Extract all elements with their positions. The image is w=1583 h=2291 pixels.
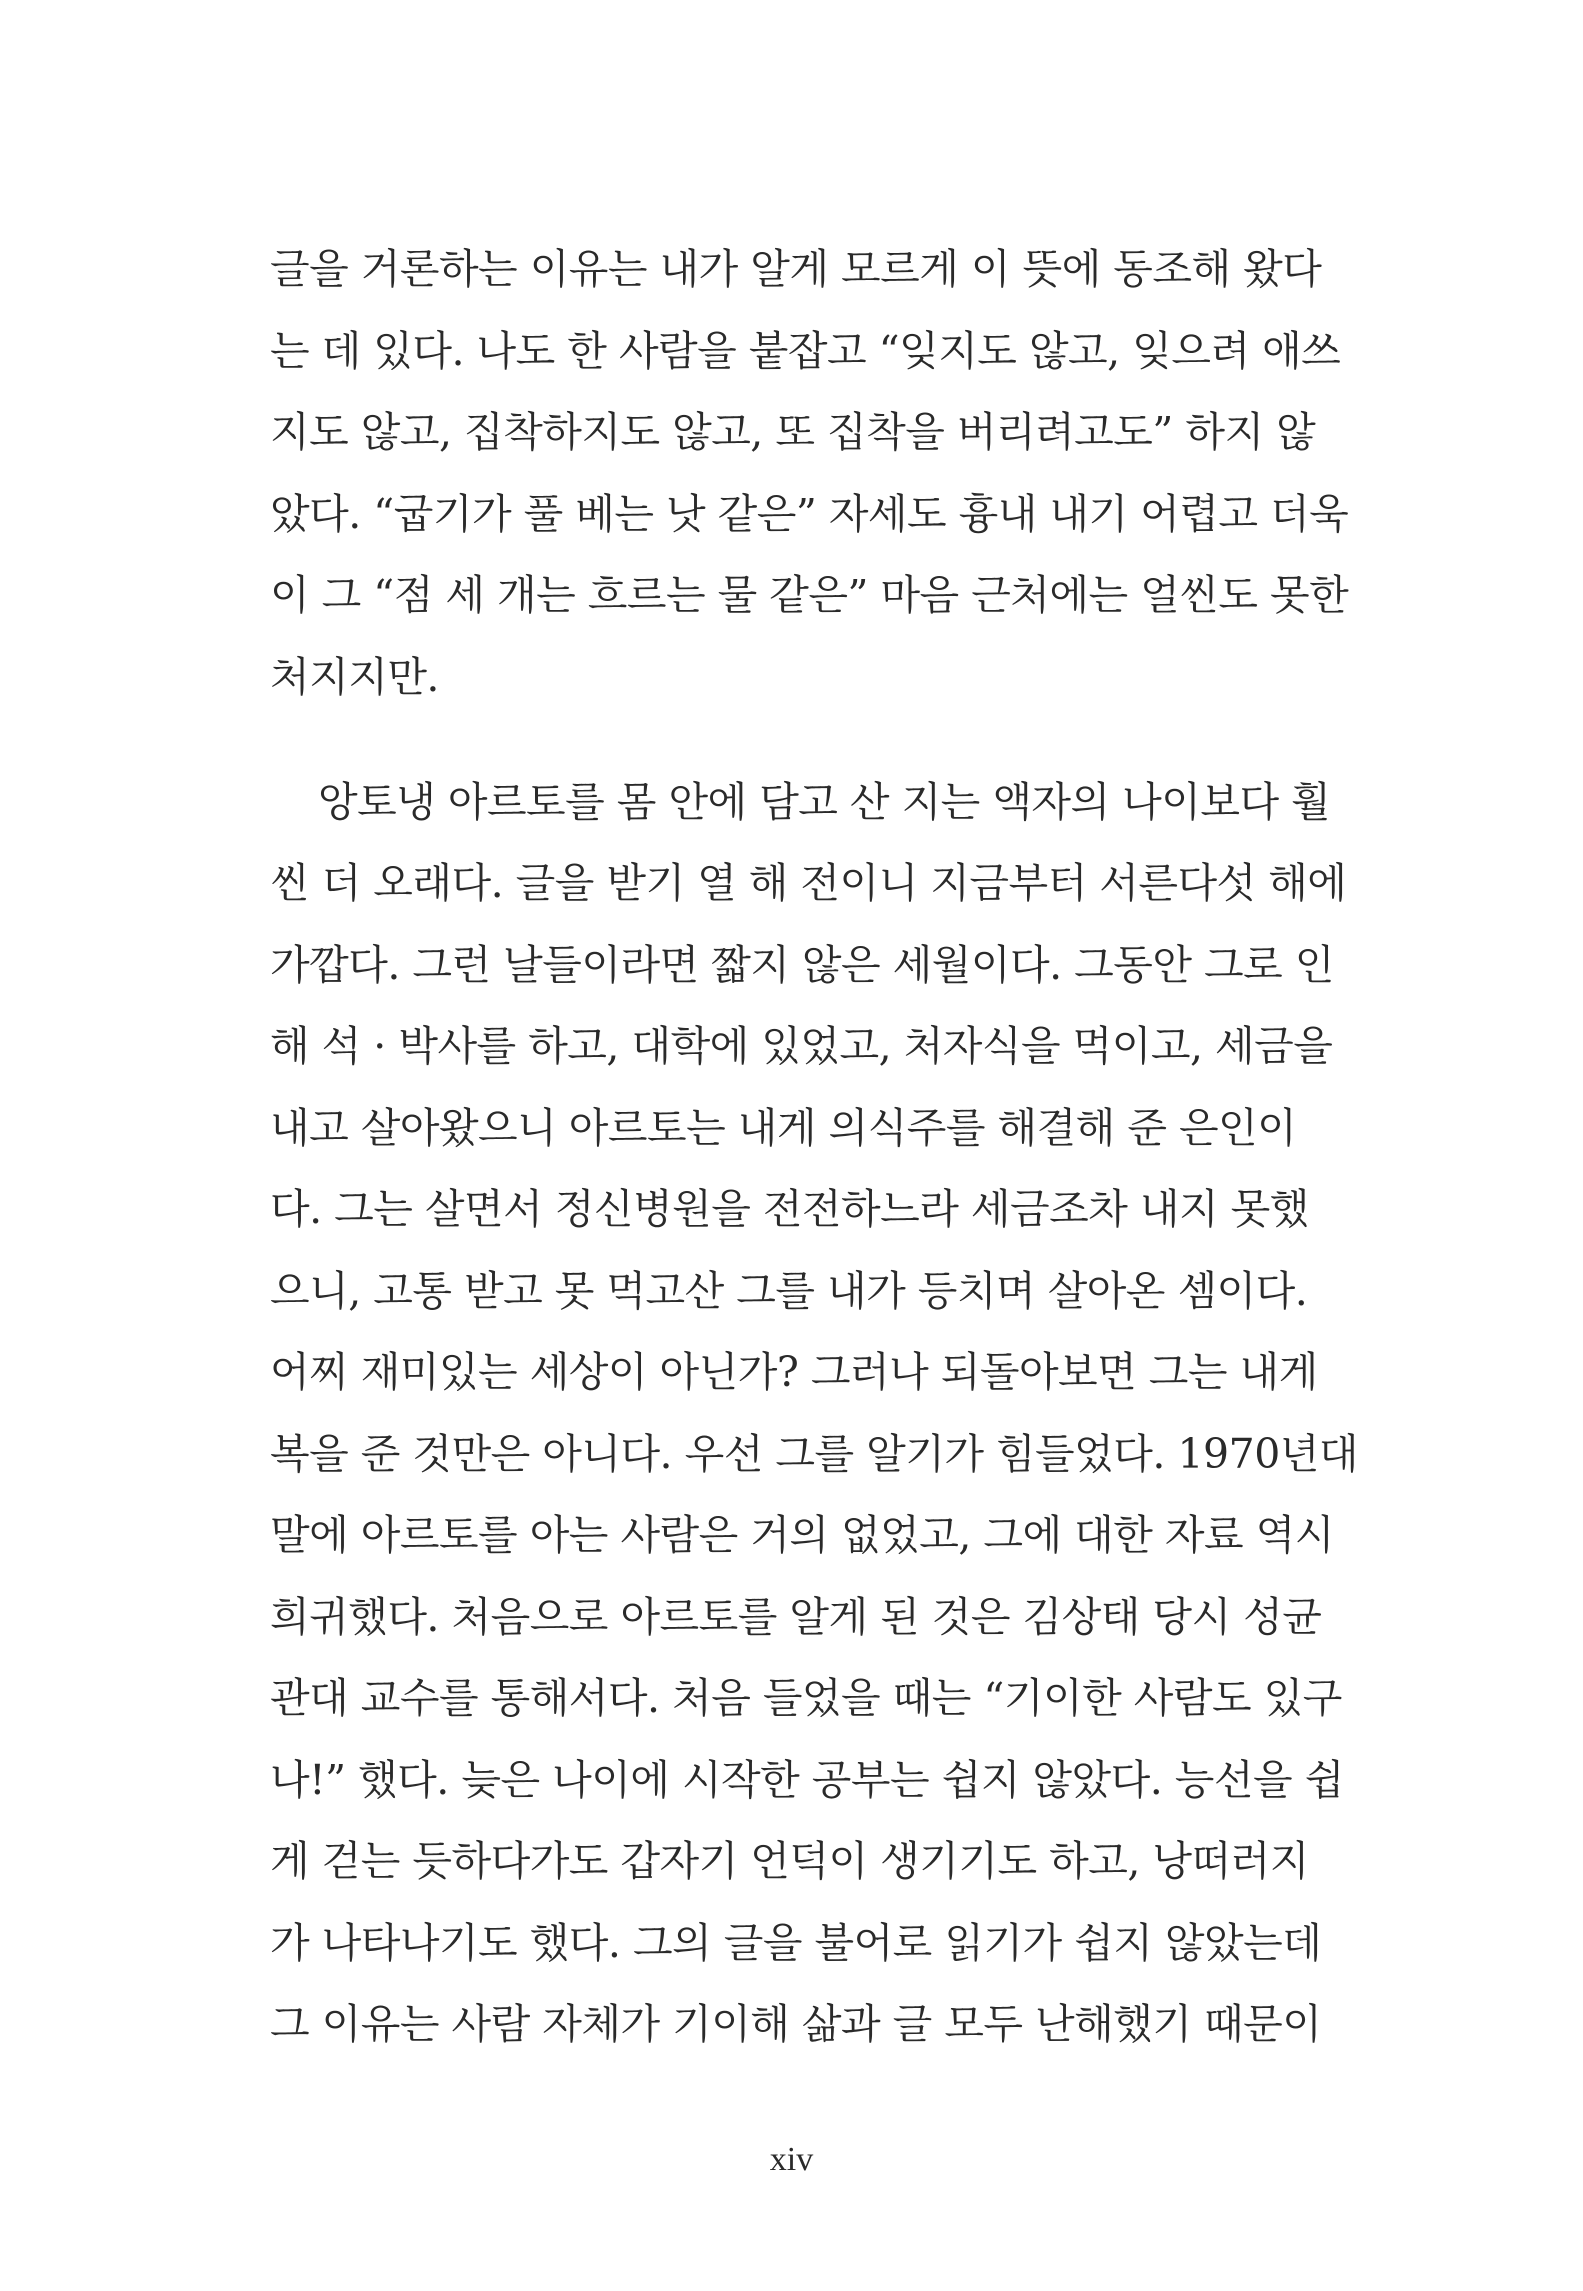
text-line: 내고 살아왔으니 아르토는 내게 의식주를 해결해 준 은인이	[270, 1104, 1297, 1152]
text-line: 씬 더 오래다. 글을 받기 열 해 전이니 지금부터 서른다섯 해에	[270, 859, 1347, 907]
text-line: 가깝다. 그런 날들이라면 짧지 않은 세월이다. 그동안 그로 인	[270, 941, 1334, 989]
text-line: 가 나타나기도 했다. 그의 글을 불어로 읽기가 쉽지 않았는데	[270, 1919, 1322, 1967]
text-line: 말에 아르토를 아는 사람은 거의 없었고, 그에 대한 자료 역시	[270, 1511, 1334, 1559]
text-line: 게 걷는 듯하다가도 갑자기 언덕이 생기기도 하고, 낭떠러지	[270, 1837, 1309, 1885]
text-line: 이 그 “점 세 개는 흐르는 물 같은” 마음 근처에는 얼씬도 못한	[270, 571, 1349, 619]
text-line: 았다. “굽기가 풀 베는 낫 같은” 자세도 흉내 내기 어렵고 더욱	[270, 490, 1349, 538]
text-line: 다. 그는 살면서 정신병원을 전전하느라 세금조차 내지 못했	[270, 1185, 1309, 1233]
text-line: 는 데 있다. 나도 한 사람을 붙잡고 “잊지도 않고, 잊으려 애쓰	[270, 327, 1341, 375]
text-line: 어찌 재미있는 세상이 아닌가? 그러나 되돌아보면 그는 내게	[270, 1348, 1318, 1396]
text-line: 해 석 · 박사를 하고, 대학에 있었고, 처자식을 먹이고, 세금을	[270, 1022, 1333, 1070]
text-line: 글을 거론하는 이유는 내가 알게 모르게 이 뜻에 동조해 왔다	[270, 245, 1322, 293]
text-line: 지도 않고, 집착하지도 않고, 또 집착을 버리려고도” 하지 않	[270, 408, 1316, 456]
text-line: 희귀했다. 처음으로 아르토를 알게 된 것은 김상태 당시 성균	[270, 1593, 1322, 1641]
text-line: 으니, 고통 받고 못 먹고산 그를 내가 등치며 살아온 셈이다.	[270, 1267, 1308, 1315]
text-line: 처지지만.	[270, 653, 439, 701]
text-line: 나!” 했다. 늦은 나이에 시작한 공부는 쉽지 않았다. 능선을 쉽	[270, 1756, 1344, 1804]
text-line: 그 이유는 사람 자체가 기이해 삶과 글 모두 난해했기 때문이	[270, 2000, 1322, 2048]
text-line: 관대 교수를 통해서다. 처음 들었을 때는 “기이한 사람도 있구	[270, 1674, 1342, 1722]
text-line: 복을 준 것만은 아니다. 우선 그를 알기가 힘들었다. 1970년대	[270, 1430, 1358, 1478]
page-number: xiv	[769, 2141, 814, 2178]
text-line: 앙토냉 아르토를 몸 안에 담고 산 지는 액자의 나이보다 훨	[318, 778, 1331, 826]
